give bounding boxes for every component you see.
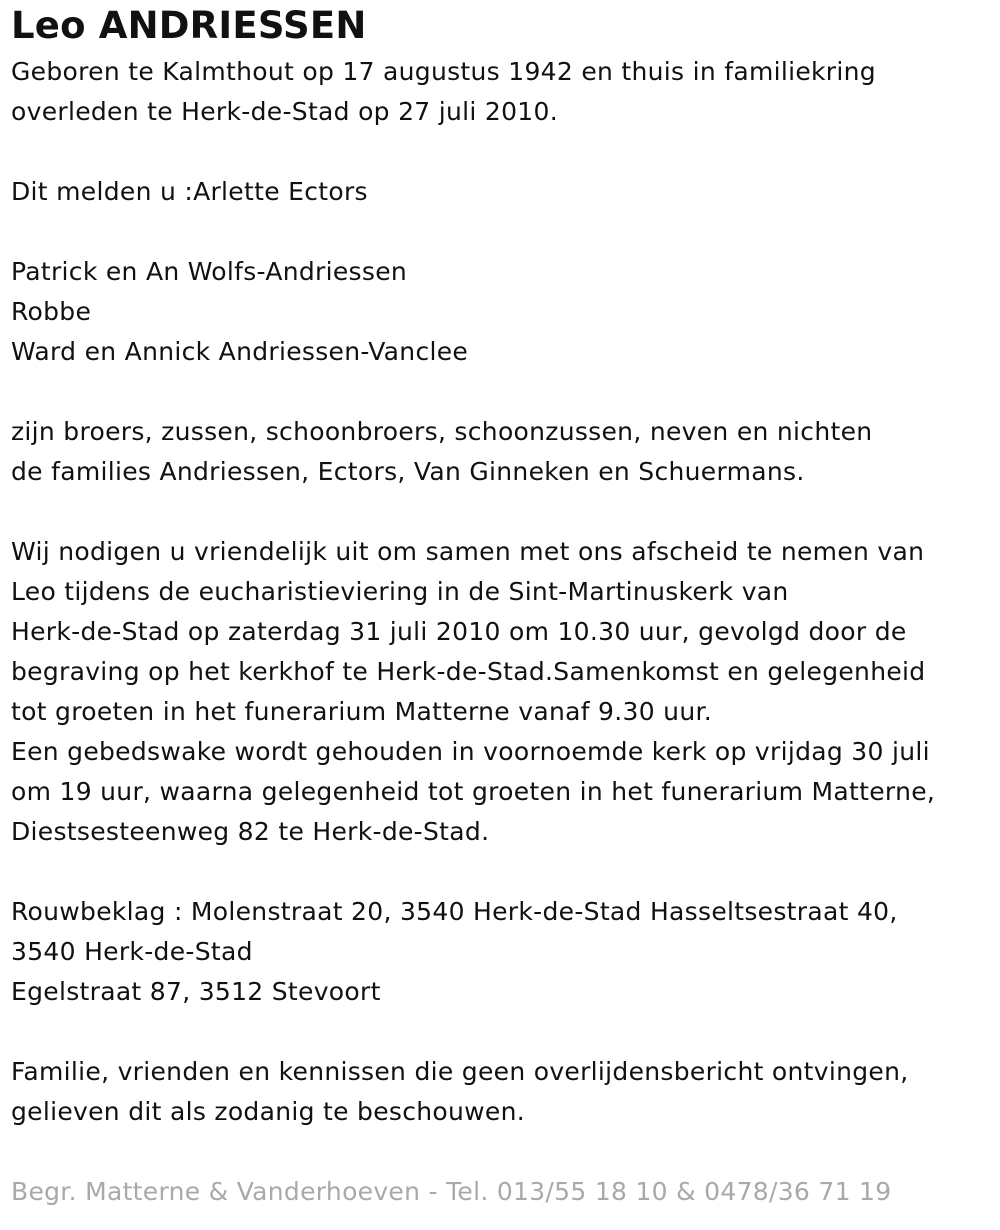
spacer [11,852,991,892]
death-notice [11,0,991,1212]
spacer [11,1012,991,1052]
text-line: Wij nodigen u vriendelijk uit om samen met ons afscheid te nemen van [11,537,925,566]
spacer [11,212,991,252]
text-line: 3540 Herk-de-Stad [11,937,253,966]
text-line: Geboren te Kalmthout op 17 augustus 1942 en thuis in familiekring [11,57,876,86]
family-member: Patrick en An Wolfs-Andriessen [11,257,408,286]
text-line: Een gebedswake wordt gehouden in voornoemde kerk op vrijdag 30 juli [11,737,930,766]
text-line: om 19 uur, waarna gelegenheid tot groeten in het funerarium Matterne, [11,777,936,806]
text-line: Egelstraat 87, 3512 Stevoort [11,977,381,1006]
text-line: tot groeten in het funerarium Matterne vanaf 9.30 uur. [11,697,712,726]
relatives-paragraph [11,412,991,492]
text-line: overleden te Herk-de-Stad op 27 juli 2010. [11,97,558,126]
text-line: Herk-de-Stad op zaterdag 31 juli 2010 om 10.30 uur, gevolgd door de [11,617,907,646]
birth-death-paragraph [11,52,991,132]
spacer [11,372,991,412]
family-member: Ward en Annick Andriessen-Vanclee [11,337,469,366]
invitation-paragraph [11,532,991,852]
announced-by: Dit melden u :Arlette Ectors [11,177,368,206]
text-line: Familie, vrienden en kennissen die geen overlijdensbericht ontvingen, [11,1057,909,1086]
funeral-home-footer: Begr. Matterne & Vanderhoeven - Tel. 013/55 18 10 & 0478/36 71 19 [11,1177,892,1206]
spacer [11,132,991,172]
spacer [11,1132,991,1172]
deceased-name: Leo ANDRIESSEN [11,4,367,47]
text-line: Diestsesteenweg 82 te Herk-de-Stad. [11,817,490,846]
spacer [11,492,991,532]
text-line: begraving op het kerkhof te Herk-de-Stad.Samenkomst en gelegenheid [11,657,926,686]
family-member: Robbe [11,297,92,326]
closing-paragraph [11,1052,991,1132]
text-line: Leo tijdens de eucharistieviering in de Sint-Martinuskerk van [11,577,789,606]
family-list [11,252,991,372]
text-line: Rouwbeklag : Molenstraat 20, 3540 Herk-de-Stad Hasseltsestraat 40, [11,897,898,926]
text-line: de families Andriessen, Ectors, Van Ginneken en Schuermans. [11,457,805,486]
text-line: zijn broers, zussen, schoonbroers, schoonzussen, neven en nichten [11,417,873,446]
condolence-addresses [11,892,991,1012]
text-line: gelieven dit als zodanig te beschouwen. [11,1097,525,1126]
